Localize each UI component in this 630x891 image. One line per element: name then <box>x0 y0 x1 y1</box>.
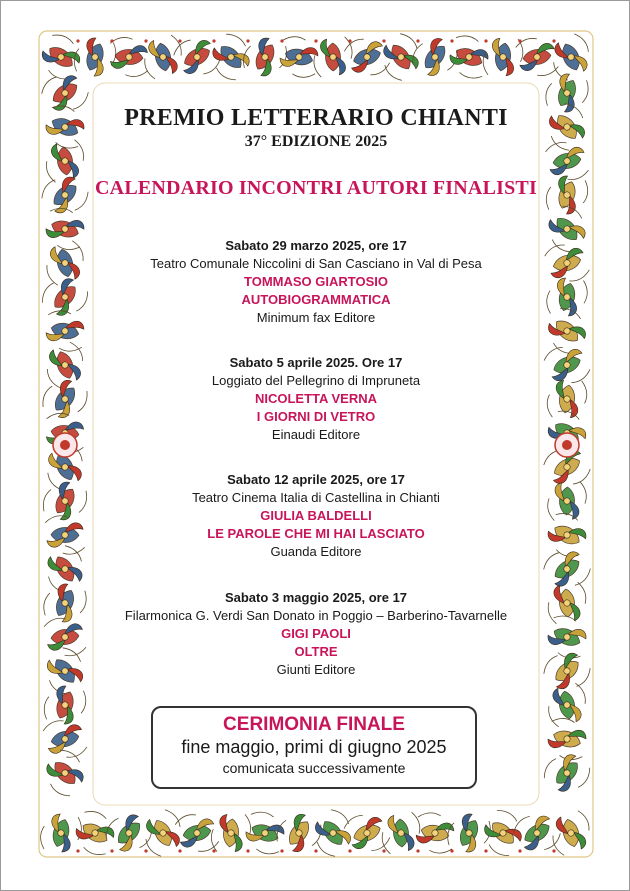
border-dot <box>450 849 453 852</box>
floral-motif <box>37 745 92 800</box>
border-dot <box>348 849 351 852</box>
border-dot <box>314 849 317 852</box>
floral-motif <box>203 29 258 84</box>
event-4 <box>1 589 630 679</box>
border-dot <box>382 849 385 852</box>
floral-motif <box>539 745 594 800</box>
border-dot <box>110 39 113 42</box>
border-dot <box>246 39 249 42</box>
border-dot <box>144 39 147 42</box>
page-title: PREMIO LETTERARIO CHIANTI <box>124 105 508 131</box>
border-dot <box>144 849 147 852</box>
event-3 <box>1 471 630 561</box>
event-venue: Teatro Cinema Italia di Castellina in Chianti <box>192 490 440 505</box>
event-book: AUTOBIOGRAMMATICA <box>241 292 391 307</box>
floral-motif <box>515 36 559 79</box>
border-dot <box>110 849 113 852</box>
border-dot <box>178 849 181 852</box>
border-dot <box>416 849 419 852</box>
border-dot <box>518 849 521 852</box>
border-dot <box>552 849 555 852</box>
border-dot <box>484 849 487 852</box>
calendar-heading: CALENDARIO INCONTRI AUTORI FINALISTI <box>95 177 537 199</box>
event-publisher: Guanda Editore <box>270 544 362 559</box>
final-ceremony-box <box>151 706 477 789</box>
event-book: LE PAROLE CHE MI HAI LASCIATO <box>207 526 425 541</box>
border-dot <box>518 39 521 42</box>
event-book: OLTRE <box>294 644 338 659</box>
event-book: I GIORNI DI VETRO <box>256 409 376 424</box>
floral-motif <box>174 811 220 856</box>
event-venue: Teatro Comunale Niccolini di San Casciano in Val di Pesa <box>150 256 482 271</box>
border-dot <box>76 849 79 852</box>
floral-motif <box>68 806 122 860</box>
border-dot <box>178 39 181 42</box>
border-dot <box>246 849 249 852</box>
final-ceremony-heading: CERIMONIA FINALE <box>223 714 405 735</box>
event-date: Sabato 29 marzo 2025, ore 17 <box>225 238 407 253</box>
event-publisher: Einaudi Editore <box>271 427 361 442</box>
border-dot <box>280 39 283 42</box>
border-dot <box>450 39 453 42</box>
floral-motif <box>314 37 353 78</box>
floral-motif <box>411 810 458 856</box>
border-dot <box>382 39 385 42</box>
floral-motif <box>40 679 90 730</box>
border-dot <box>212 849 215 852</box>
event-venue: Filarmonica G. Verdi San Donato in Poggio – Barberino-Tavarnelle <box>124 608 508 623</box>
floral-motif <box>34 30 89 85</box>
border-dot <box>280 849 283 852</box>
border-dot <box>314 39 317 42</box>
event-publisher: Minimum fax Editore <box>256 310 376 325</box>
border-dot <box>212 39 215 42</box>
event-venue: Loggiato del Pellegrino di Impruneta <box>211 373 421 388</box>
event-date: Sabato 3 maggio 2025, ore 17 <box>224 590 408 605</box>
floral-motif <box>546 31 597 83</box>
border-dot <box>552 39 555 42</box>
floral-motif <box>374 30 428 84</box>
border-dot <box>484 39 487 42</box>
event-date: Sabato 12 aprile 2025, ore 17 <box>227 472 405 487</box>
edition-label: 37° EDIZIONE 2025 <box>244 133 388 150</box>
event-1 <box>1 237 630 327</box>
floral-motif <box>443 31 495 83</box>
floral-motif <box>545 682 590 728</box>
event-author: NICOLETTA VERNA <box>254 391 378 406</box>
floral-motif <box>107 36 150 78</box>
final-ceremony-note: comunicata successivamente <box>222 760 406 776</box>
event-author: GIGI PAOLI <box>281 626 351 641</box>
event-2 <box>1 354 630 444</box>
border-dot <box>348 39 351 42</box>
floral-motif <box>306 806 360 861</box>
event-author: TOMMASO GIARTOSIO <box>244 274 388 289</box>
final-ceremony-dates: fine maggio, primi di giugno 2025 <box>181 737 447 757</box>
event-publisher: Giunti Editore <box>276 662 356 677</box>
floral-motif <box>381 812 422 855</box>
border-dot <box>416 39 419 42</box>
floral-motif <box>475 805 530 860</box>
border-dot <box>76 39 79 42</box>
event-author: GIULIA BALDELLI <box>260 508 372 523</box>
event-date: Sabato 5 aprile 2025. Ore 17 <box>229 355 403 370</box>
